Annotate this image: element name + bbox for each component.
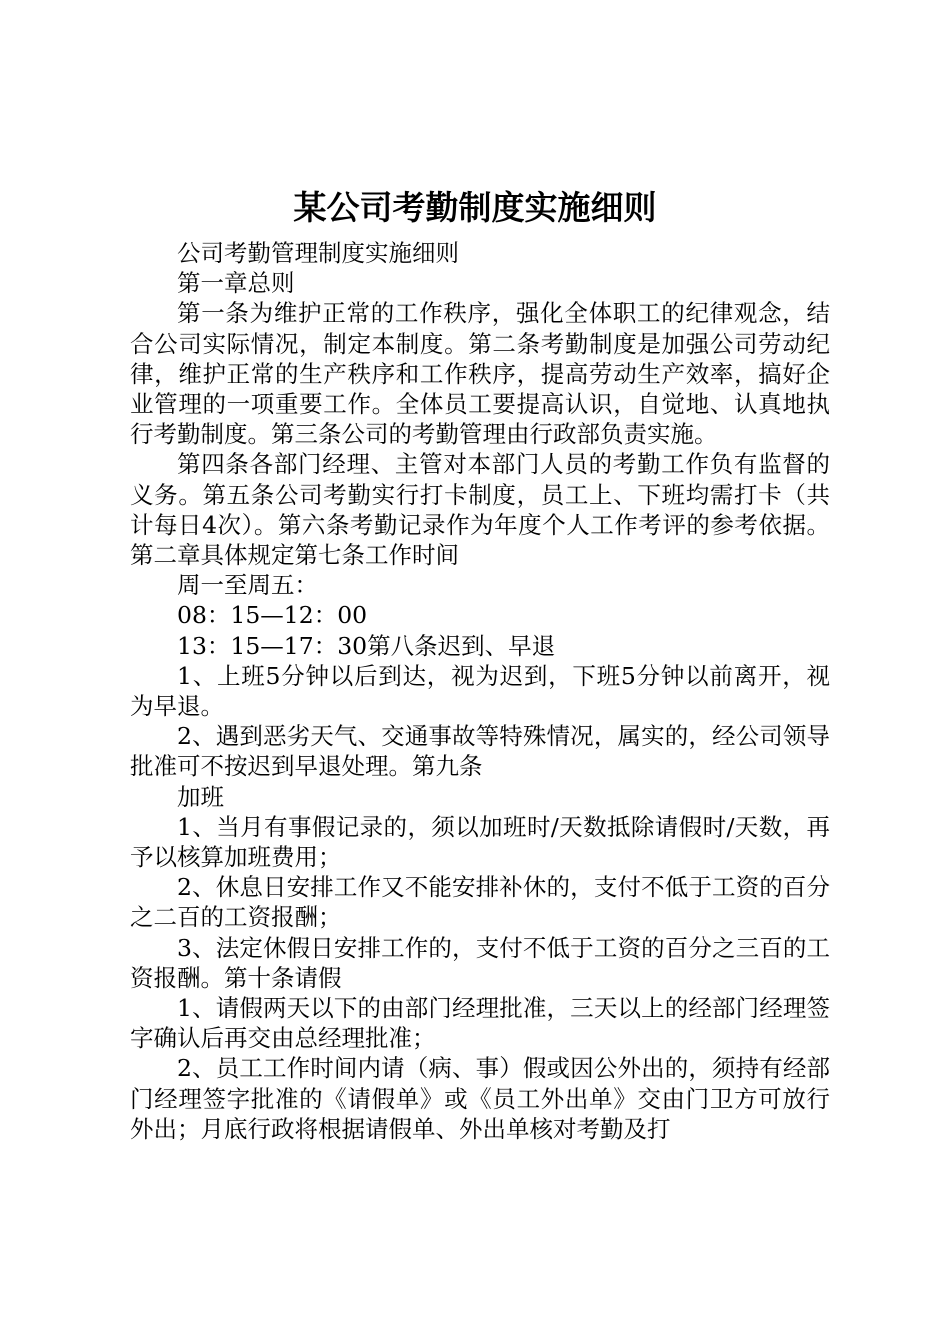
paragraph: 13：15—17：30第八条迟到、早退 [177,631,556,660]
paragraph: 1、当月有事假记录的，须以加班时/天数抵除请假时/天数，再予以核算加班费用； [130,812,830,872]
paragraph: 3、法定休假日安排工作的，支付不低于工资的百分之三百的工资报酬。第十条请假 [130,933,830,992]
paragraph: 周一至周五： [177,571,318,600]
document-title: 某公司考勤制度实施细则 [293,188,657,227]
paragraph: 1、请假两天以下的由部门经理批准，三天以上的经部门经理签字确认后再交由总经理批准； [130,994,830,1053]
chapter-heading: 第一章总则 [177,269,295,298]
paragraph: 2、休息日安排工作又不能安排补休的，支付不低于工资的百分之二百的工资报酬； [130,873,830,932]
paragraph: 2、员工工作时间内请（病、事）假或因公外出的，须持有经部门经理签字批准的《请假单》或《员工外出单》交由门卫方可放行外出；月底行政将根据请假单、外出单核对考勤及打 [130,1054,830,1143]
paragraph: 1、上班5分钟以后到达，视为迟到，下班5分钟以前离开，视为早退。 [130,661,830,721]
paragraph: 2、遇到恶劣天气、交通事故等特殊情况，属实的，经公司领导批准可不按迟到早退处理。第九条 [130,722,830,781]
document-body [130,238,830,1144]
paragraph: 第一条为维护正常的工作秩序，强化全体职工的纪律观念，结合公司实际情况，制定本制度。第二条考勤制度是加强公司劳动纪律，维护正常的生产秩序和工作秩序，提高劳动生产效率，搞好企业管理的一项重要工作。全体员工要提高认识，自觉地、认真地执行考勤制度。第三条公司的考勤管理由行政部负责实施。 [130,299,830,449]
subtitle-paragraph: 公司考勤管理制度实施细则 [177,239,459,267]
paragraph: 加班 [177,782,224,811]
paragraph: 第四条各部门经理、主管对本部门人员的考勤工作负有监督的义务。第五条公司考勤实行打卡制度，员工上、下班均需打卡（共计每日4次）。第六条考勤记录作为年度个人工作考评的参考依据。第二章具体规定第七条工作时间 [130,450,830,570]
paragraph: 08：15—12：00 [177,601,368,630]
